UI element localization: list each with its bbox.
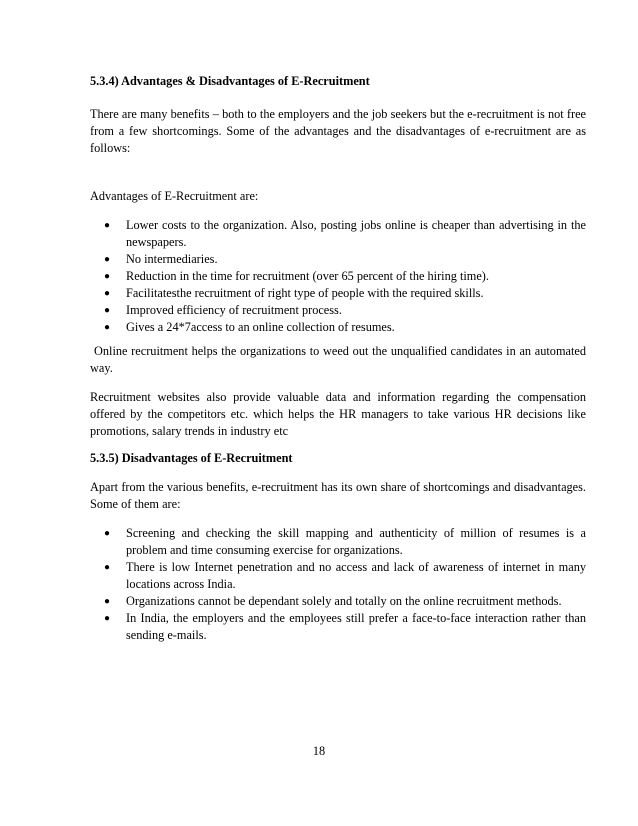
bullet-icon: ● xyxy=(104,254,111,265)
bullet-icon: ● xyxy=(104,596,111,607)
bullet-icon: ● xyxy=(104,562,111,573)
list-item-disadvantage: ● Screening and checking the skill mapping and authenticity of million of resumes is a problem and time consuming exercise for organizations. xyxy=(104,526,586,557)
section-heading-disadvantages: 5.3.5) Disadvantages of E-Recruitment xyxy=(90,451,293,465)
bullet-icon: ● xyxy=(104,305,111,316)
bullet-icon: ● xyxy=(104,322,111,333)
list-item-advantage: ● Improved efficiency of recruitment process. xyxy=(104,303,342,317)
online-recruitment-paragraph: Online recruitment helps the organizations to weed out the unqualified candidates in an automated way. xyxy=(90,344,586,375)
bullet-icon: ● xyxy=(104,271,111,282)
list-item-advantage: ● No intermediaries. xyxy=(104,252,218,266)
list-item-advantage: ● Reduction in the time for recruitment (over 65 percent of the hiring time). xyxy=(104,269,489,283)
advantages-label: Advantages of E-Recruitment are: xyxy=(90,189,259,203)
list-item-advantage: ● Lower costs to the organization. Also, posting jobs online is cheaper than advertising in the newspapers. xyxy=(104,218,586,249)
intro-paragraph: There are many benefits – both to the employers and the job seekers but the e-recruitment is not free from a few shortcomings. Some of the advantages and the disadvantages of e-recruitment are as follows: xyxy=(90,107,586,155)
bullet-icon: ● xyxy=(104,220,111,231)
bullet-icon: ● xyxy=(104,528,111,539)
disadvantages-list xyxy=(90,525,586,644)
bullet-icon: ● xyxy=(104,613,111,624)
list-item-advantage: ● Facilitatesthe recruitment of right type of people with the required skills. xyxy=(104,286,484,300)
list-item-advantage: ● Gives a 24*7access to an online collection of resumes. xyxy=(104,320,395,334)
list-item-disadvantage: ● There is low Internet penetration and no access and lack of awareness of internet in many locations across India. xyxy=(104,560,586,591)
page-content xyxy=(90,73,586,644)
list-item-disadvantage: ● Organizations cannot be dependant solely and totally on the online recruitment methods. xyxy=(104,594,562,608)
bullet-icon: ● xyxy=(104,288,111,299)
disadvantages-intro-paragraph: Apart from the various benefits, e-recruitment has its own share of shortcomings and disadvantages. Some of them are: xyxy=(90,480,586,511)
advantages-list xyxy=(90,217,586,336)
recruitment-websites-paragraph: Recruitment websites also provide valuable data and information regarding the compensation offered by the competitors etc. which helps the HR managers to take various HR decisions like promotions, salary trends in industry etc xyxy=(90,390,586,438)
section-heading-advantages-disadvantages: 5.3.4) Advantages & Disadvantages of E-Recruitment xyxy=(90,74,370,88)
list-item-disadvantage: ● In India, the employers and the employees still prefer a face-to-face interaction rather than sending e-mails. xyxy=(104,611,586,642)
page-number: 18 xyxy=(312,744,326,758)
